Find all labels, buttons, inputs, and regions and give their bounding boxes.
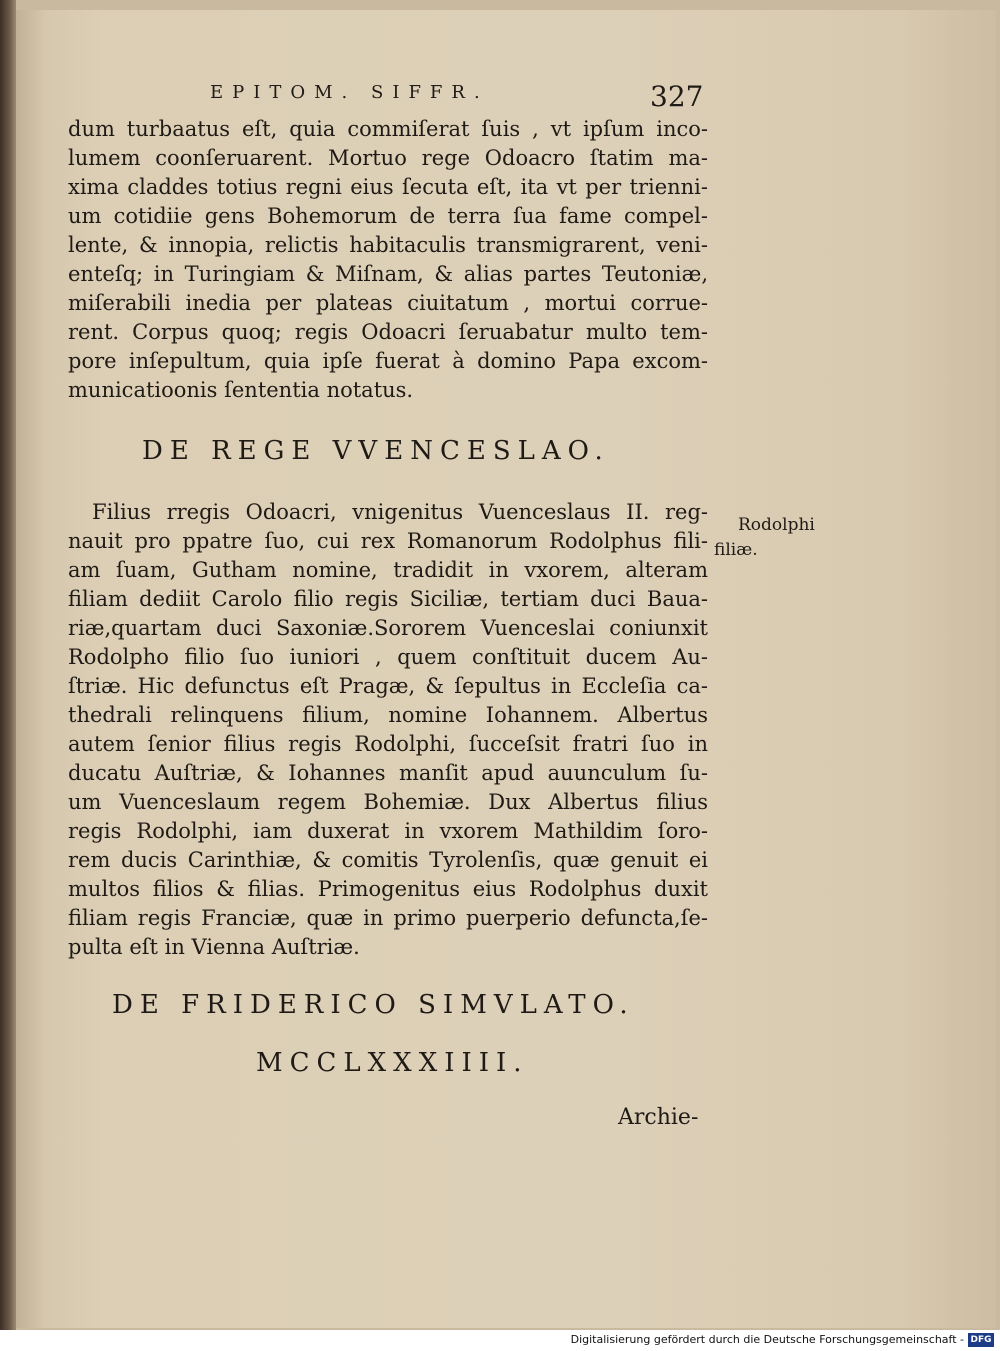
- section-heading-wenceslao: DE REGE VVENCESLAO.: [142, 436, 610, 466]
- marginal-note-line-2: filiæ.: [714, 540, 758, 560]
- running-head: EPITOM. SIFFR.: [210, 82, 489, 103]
- text-line: Filius rregis Odoacri, vnigenitus Vuenceslaus II. reg-: [92, 500, 708, 524]
- text-line: pulta eſt in Vienna Auſtriæ.: [68, 935, 360, 959]
- credit-footer: [0, 1330, 1000, 1351]
- text-line: um Vuenceslaum regem Bohemiæ. Dux Albertus filius: [68, 790, 708, 814]
- text-line: rent. Corpus quoq; regis Odoacri ſeruabatur multo tem-: [68, 320, 708, 344]
- text-line: nauit pro ppatre ſuo, cui rex Romanorum Rodolphus fili-: [68, 529, 708, 553]
- dfg-logo-icon: DFG: [968, 1333, 994, 1347]
- catchword: Archie-: [618, 1105, 699, 1130]
- book-binding-edge: [0, 0, 16, 1330]
- paragraph-1: [68, 115, 708, 405]
- text-line: ducatu Auſtriæ, & Iohannes manſit apud auunculum ſu-: [68, 761, 708, 785]
- text-line: riæ,quartam duci Saxoniæ.Sororem Vuenceslai coniunxit: [68, 616, 708, 640]
- text-line: um cotidiie gens Bohemorum de terra ſua fame compel-: [68, 204, 708, 228]
- text-line: filiam dediit Carolo filio regis Siciliæ, tertiam duci Baua-: [68, 587, 708, 611]
- text-line: Rodolpho filio ſuo iuniori , quem conſtituit ducem Au-: [68, 645, 708, 669]
- text-line: lente, & innopia, relictis habitaculis transmigrarent, veni-: [68, 233, 708, 257]
- text-line: thedrali relinquens filium, nomine Iohannem. Albertus: [68, 703, 708, 727]
- text-line: municatioonis ſententia notatus.: [68, 378, 414, 402]
- marginal-note-line-1: Rodolphi: [738, 515, 815, 535]
- text-line: enteſq; in Turingiam & Miſnam, & alias partes Teutoniæ,: [68, 262, 708, 286]
- text-line: dum turbaatus eſt, quia commiſerat ſuis , vt ipſum inco-: [68, 117, 708, 141]
- text-line: lumem coonſeruarent. Mortuo rege Odoacro ſtatim ma-: [68, 146, 708, 170]
- text-line: pore inſepultum, quia ipſe fuerat à domino Papa excom-: [68, 349, 708, 373]
- text-line: xima claddes totius regni eius ſecuta eſt, ita vt per trienni-: [68, 175, 708, 199]
- credit-text: Digitalisierung gefördert durch die Deutsche Forschungsgemeinschaft -: [570, 1333, 964, 1346]
- page-number: 327: [650, 80, 704, 113]
- paragraph-2: [68, 498, 708, 962]
- text-line: regis Rodolphi, iam duxerat in vxorem Mathildim ſoro-: [68, 819, 708, 843]
- text-line: am ſuam, Gutham nomine, tradidit in vxorem, alteram: [68, 558, 708, 582]
- text-line: multos filios & filias. Primogenitus eius Rodolphus duxit: [68, 877, 708, 901]
- text-line: miſerabili inedia per plateas ciuitatum , mortui corrue-: [68, 291, 708, 315]
- text-line: autem ſenior filius regis Rodolphi, ſucceſsit fratri ſuo in: [68, 732, 708, 756]
- text-line: rem ducis Carinthiæ, & comitis Tyrolenſis, quæ genuit ei: [68, 848, 708, 872]
- text-line: ſtriæ. Hic defunctus eſt Pragæ, & ſepultus in Eccleſia ca-: [68, 674, 708, 698]
- text-line: filiam regis Franciæ, quæ in primo puerperio defuncta,ſe-: [68, 906, 708, 930]
- section-heading-year: MCCLXXXIIII.: [256, 1048, 529, 1078]
- section-heading-friderico: DE FRIDERICO SIMVLATO.: [112, 990, 635, 1020]
